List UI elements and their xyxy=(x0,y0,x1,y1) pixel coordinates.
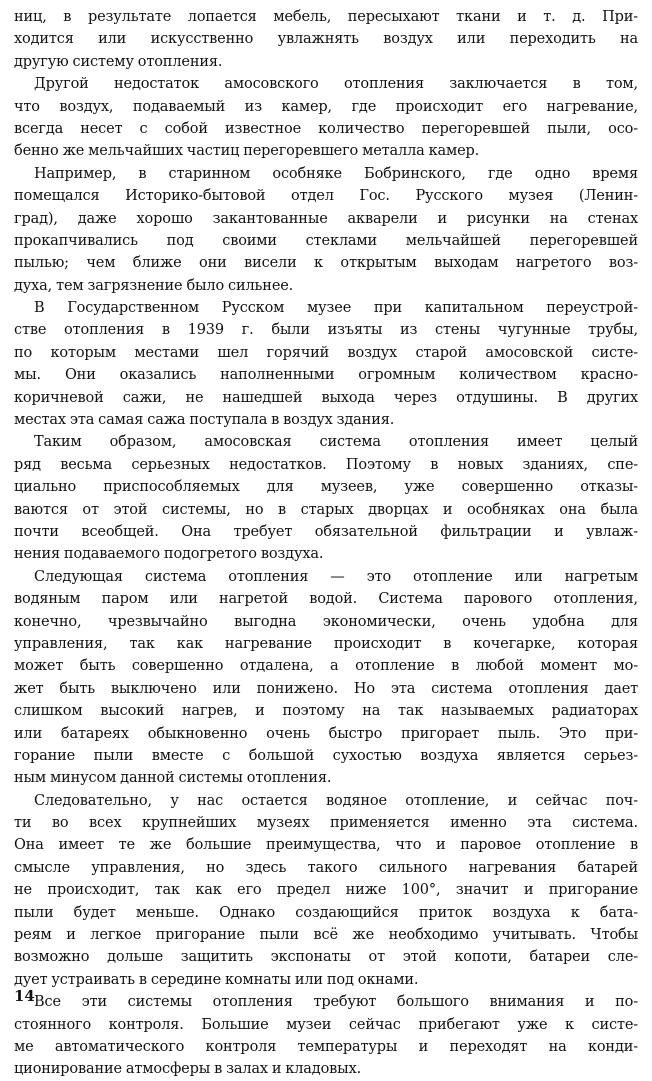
text-line: смысле управления, но здесь такого сильного нагревания батарей xyxy=(14,859,638,876)
text-line: ваются от этой системы, но в старых дворцах и особняках она была xyxy=(14,501,638,518)
text-line: Она имеет те же большие преимущества, что и паровое отопление в xyxy=(14,837,638,854)
paragraph xyxy=(14,566,638,790)
text-line: что воздух, подаваемый из камер, где происходит его нагревание, xyxy=(14,98,638,115)
text-line: град), даже хорошо закантованные акварели и рисунки на стенах xyxy=(14,210,638,227)
text-line: по которым местами шел горячий воздух старой амосовской систе- xyxy=(14,344,638,361)
text-line: Все эти системы отопления требуют большого внимания и по- xyxy=(34,994,638,1011)
text-line: стве отопления в 1939 г. были изъяты из стены чугунные трубы, xyxy=(14,322,638,339)
text-body xyxy=(14,6,638,1081)
paragraph xyxy=(14,790,638,992)
text-line: стоянного контроля. Большие музеи сейчас прибегают уже к систе- xyxy=(14,1016,638,1033)
text-line: местах эта самая сажа поступала в воздух здания. xyxy=(14,412,395,429)
text-line: мы. Они оказались наполненными огромным количеством красно- xyxy=(14,367,638,384)
text-line: прокапчивались под своими стеклами мельчайшей перегоревшей xyxy=(14,232,638,249)
text-line: слишком высокий нагрев, и поэтому на так называемых радиаторах xyxy=(14,703,638,720)
text-line: всегда несет с собой известное количество перегоревшей пыли, осо- xyxy=(14,120,638,137)
text-line: ным минусом данной системы отопления. xyxy=(14,770,332,787)
text-line: почти всеобщей. Она требует обязательной фильтрации и увлаж- xyxy=(14,523,638,540)
text-line: конечно, чрезвычайно выгодна экономически, очень удобна для xyxy=(14,613,638,630)
text-line: может быть совершенно отдалена, а отопление в любой момент мо- xyxy=(14,658,638,675)
text-line: Таким образом, амосовская система отопления имеет целый xyxy=(34,434,638,451)
text-line: помещался Историко-бытовой отдел Гос. Русского музея (Ленин- xyxy=(14,188,638,205)
text-line: ти во всех крупнейших музеях применяется именно эта система. xyxy=(14,815,638,832)
text-line: ряд весьма серьезных недостатков. Поэтому в новых зданиях, спе- xyxy=(14,456,638,473)
text-line: ме автоматического контроля температуры и переходят на конди- xyxy=(14,1038,638,1055)
paragraph xyxy=(14,163,638,297)
paragraph xyxy=(14,431,638,565)
text-line: ционирование атмосферы в залах и кладовых. xyxy=(14,1061,362,1078)
text-line: нения подаваемого подогретого воздуха. xyxy=(14,546,324,563)
text-line: возможно дольше защитить экспонаты от этой копоти, батареи сле- xyxy=(14,949,638,966)
text-line: управления, так как нагревание происходит в кочегарке, которая xyxy=(14,635,638,652)
text-line: Другой недостаток амосовского отопления заключается в том, xyxy=(34,76,638,93)
text-line: пылью; чем ближе они висели к открытым выходам нагретого воз- xyxy=(14,255,638,272)
paragraph xyxy=(14,6,638,73)
paragraph xyxy=(14,297,638,431)
text-line: жет быть выключено или понижено. Но эта система отопления дает xyxy=(14,680,638,697)
text-line: реям и легкое пригорание пыли всё же необходимо учитывать. Чтобы xyxy=(14,927,638,944)
text-line: Следовательно, у нас остается водяное отопление, и сейчас поч- xyxy=(34,792,638,809)
text-line: другую систему отопления. xyxy=(14,53,223,70)
text-line: коричневой сажи, не нашедшей выхода через отдушины. В других xyxy=(14,389,638,406)
text-line: ходится или искусственно увлажнять воздух или переходить на xyxy=(14,31,638,48)
text-line: Например, в старинном особняке Бобринского, где одно время xyxy=(34,165,638,182)
text-line: циально приспособляемых для музеев, уже совершенно отказы- xyxy=(14,479,638,496)
paragraph xyxy=(14,73,638,163)
text-line: водяным паром или нагретой водой. Система парового отопления, xyxy=(14,591,638,608)
text-line: пыли будет меньше. Однако создающийся приток воздуха к бата- xyxy=(14,904,638,921)
text-line: бенно же мельчайших частиц перегоревшего металла камер. xyxy=(14,143,480,160)
text-line: не происходит, так как его предел ниже 100°, значит и пригорание xyxy=(14,882,638,899)
text-line: или батареях обыкновенно очень быстро пригорает пыль. Это при- xyxy=(14,725,638,742)
text-line: духа, тем загрязнение было сильнее. xyxy=(14,277,294,294)
page-number: 14 xyxy=(14,987,35,1005)
paragraph xyxy=(14,991,638,1081)
text-line: Следующая система отопления — это отопление или нагретым xyxy=(34,568,638,585)
text-line: В Государственном Русском музее при капитальном переустрой- xyxy=(34,300,638,317)
text-line: горание пыли вместе с большой сухостью воздуха является серьез- xyxy=(14,747,638,764)
text-line: ниц, в результате лопается мебель, пересыхают ткани и т. д. При- xyxy=(14,9,638,25)
text-line: дует устраивать в середине комнаты или под окнами. xyxy=(14,971,419,988)
